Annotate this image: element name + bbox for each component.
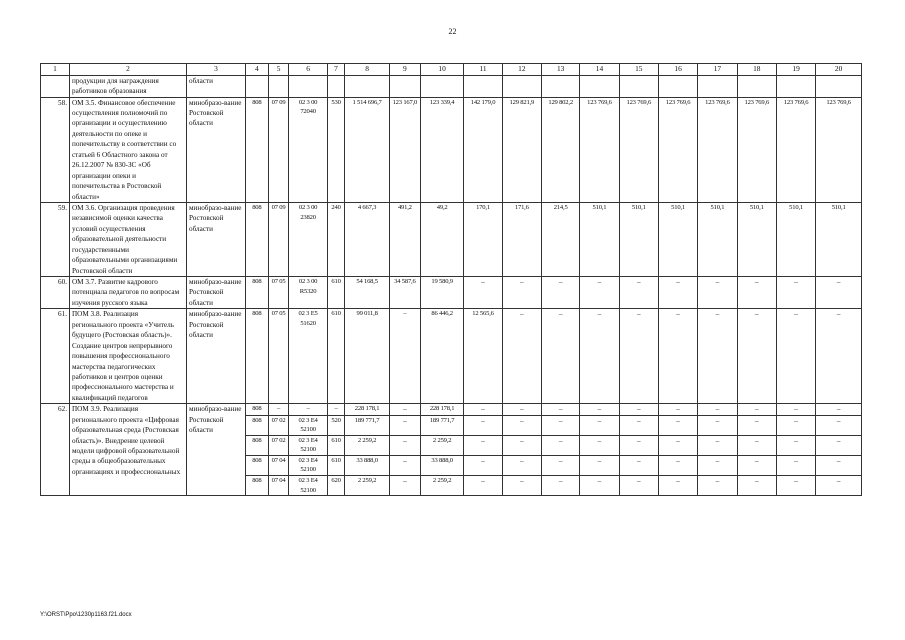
value-cell: –	[541, 277, 579, 309]
value-cell: –	[464, 404, 502, 415]
table-row	[41, 277, 862, 309]
document-path: Y:\ORST\Ppo\1230p1163.f21.docx	[40, 612, 132, 618]
value-cell: –	[389, 435, 420, 455]
value-cell: –	[698, 455, 737, 475]
executor-cell: минобразо-вание Ростовской области	[186, 97, 245, 202]
table-row	[41, 404, 862, 415]
executor-cell: области	[186, 75, 245, 97]
value-cell: 189 771,7	[420, 415, 463, 435]
column-header: 12	[502, 64, 541, 76]
value-cell: –	[816, 455, 862, 475]
value-cell: 510,1	[737, 202, 776, 276]
code-cell: 620	[327, 476, 345, 496]
code-cell: 02 3 E4 52100	[289, 455, 327, 475]
value-cell: –	[619, 277, 658, 309]
value-cell: –	[502, 277, 541, 309]
column-header: 8	[345, 64, 390, 76]
value-cell: –	[776, 435, 815, 455]
value-cell: 2 259,2	[420, 435, 463, 455]
value-cell: 49,2	[420, 202, 463, 276]
code-cell: 610	[327, 455, 345, 475]
value-cell: –	[619, 476, 658, 496]
value-cell: –	[502, 435, 541, 455]
value-cell: 510,1	[580, 202, 619, 276]
value-cell: –	[698, 309, 737, 404]
budget-table	[40, 63, 862, 496]
value-cell: 123 167,0	[389, 97, 420, 202]
code-cell: 610	[327, 435, 345, 455]
column-header: 17	[698, 64, 737, 76]
code-cell: 02 3 00 23820	[289, 202, 327, 276]
value-cell: –	[619, 415, 658, 435]
row-description: ОМ 3.6. Организация проведения независимой оценки качества условий осуществления образовательной деятельности государственными образовательными организациями Ростовской области	[69, 202, 186, 276]
code-cell: 808	[245, 476, 268, 496]
value-cell: –	[698, 415, 737, 435]
value-cell: 2 259,2	[420, 476, 463, 496]
row-description: ПОМ 3.9. Реализация регионального проекта «Цифровая образовательная среда (Ростовская область)». Внедрение целевой модели цифровой образовательной среды в общеобразовательных организациях и профессиональных	[69, 404, 186, 496]
value-cell: 123 769,6	[580, 97, 619, 202]
column-header: 3	[186, 64, 245, 76]
value-cell: –	[776, 309, 815, 404]
value-cell: 510,1	[816, 202, 862, 276]
column-number-row	[41, 64, 862, 76]
value-cell: –	[580, 435, 619, 455]
column-header: 7	[327, 64, 345, 76]
value-cell: –	[619, 435, 658, 455]
value-cell: –	[816, 415, 862, 435]
value-cell: –	[698, 404, 737, 415]
code-cell: 07 09	[268, 97, 289, 202]
value-cell: –	[776, 277, 815, 309]
table-row	[41, 75, 862, 97]
column-header: 13	[541, 64, 579, 76]
value-cell: –	[816, 309, 862, 404]
column-header: 11	[464, 64, 502, 76]
code-cell: 07 09	[268, 202, 289, 276]
page-number: 22	[448, 27, 457, 36]
value-cell: –	[541, 309, 579, 404]
value-cell: 129 802,2	[541, 97, 579, 202]
executor-cell: минобразо-вание Ростовской области	[186, 277, 245, 309]
value-cell: –	[737, 309, 776, 404]
value-cell: –	[389, 476, 420, 496]
table-row	[41, 309, 862, 404]
value-cell: 510,1	[619, 202, 658, 276]
row-number-cell: 58.	[41, 97, 70, 202]
code-cell: 808	[245, 404, 268, 415]
value-cell: –	[619, 455, 658, 475]
value-cell: 228 178,1	[345, 404, 390, 415]
code-cell: 07 04	[268, 455, 289, 475]
column-header: 10	[420, 64, 463, 76]
value-cell: –	[698, 435, 737, 455]
value-cell: 19 580,9	[420, 277, 463, 309]
value-cell: 123 769,6	[658, 97, 697, 202]
value-cell: –	[541, 404, 579, 415]
value-cell: –	[737, 415, 776, 435]
value-cell: 123 769,6	[776, 97, 815, 202]
code-cell: 02 3 E4 52100	[289, 415, 327, 435]
row-description: ОМ 3.5. Финансовое обеспечение осуществления полномочий по организации и осуществлению деятельности по опеке и попечительству в соответствии со статьей 6 Областного закона от 26.12.2007 № 830-ЗС «Об организации опеки и попечительства в Ростовской области»	[69, 97, 186, 202]
value-cell: 12 565,6	[464, 309, 502, 404]
value-cell: 54 168,5	[345, 277, 390, 309]
column-header: 5	[268, 64, 289, 76]
row-description: ПОМ 3.8. Реализация регионального проекта «Учитель будущего (Ростовская область)». Создание центров непрерывного повышения профессионального мастерства педагогических работников и центров оценки профессионального мастерства и квалификаций педагогов	[69, 309, 186, 404]
code-cell: 07 04	[268, 476, 289, 496]
value-cell: –	[502, 309, 541, 404]
value-cell: –	[502, 415, 541, 435]
column-header: 14	[580, 64, 619, 76]
value-cell: –	[580, 476, 619, 496]
value-cell: 510,1	[698, 202, 737, 276]
value-cell: –	[541, 476, 579, 496]
code-cell: 07 02	[268, 415, 289, 435]
column-header: 2	[69, 64, 186, 76]
code-cell: 02 3 E4 52100	[289, 435, 327, 455]
code-cell: 808	[245, 97, 268, 202]
code-cell: 07 02	[268, 435, 289, 455]
column-header: 18	[737, 64, 776, 76]
code-cell: 02 3 E5 51620	[289, 309, 327, 404]
value-cell: –	[389, 415, 420, 435]
value-cell: –	[580, 309, 619, 404]
code-cell: –	[268, 404, 289, 415]
value-cell: 510,1	[658, 202, 697, 276]
value-cell: 33 888,0	[420, 455, 463, 475]
value-cell: –	[580, 404, 619, 415]
code-cell: 808	[245, 455, 268, 475]
value-cell: 170,1	[464, 202, 502, 276]
value-cell: –	[619, 404, 658, 415]
code-cell: 07 05	[268, 309, 289, 404]
code-cell: 808	[245, 277, 268, 309]
value-cell: –	[816, 404, 862, 415]
value-cell: –	[776, 415, 815, 435]
value-cell: –	[776, 404, 815, 415]
column-header: 4	[245, 64, 268, 76]
value-cell: 4 667,3	[345, 202, 390, 276]
value-cell: 1 514 696,7	[345, 97, 390, 202]
value-cell: –	[464, 476, 502, 496]
value-cell: 123 769,6	[737, 97, 776, 202]
value-cell: –	[776, 476, 815, 496]
value-cell: –	[464, 455, 502, 475]
row-description: ОМ 3.7. Развитие кадрового потенциала педагогов по вопросам изучения русского языка	[69, 277, 186, 309]
value-cell: 86 446,2	[420, 309, 463, 404]
value-cell: 142 179,0	[464, 97, 502, 202]
column-header: 6	[289, 64, 327, 76]
value-cell: –	[658, 309, 697, 404]
code-cell: 07 05	[268, 277, 289, 309]
value-cell: –	[658, 415, 697, 435]
value-cell: –	[389, 404, 420, 415]
code-cell: 530	[327, 97, 345, 202]
value-cell: –	[737, 404, 776, 415]
code-cell: 808	[245, 309, 268, 404]
value-cell: –	[698, 277, 737, 309]
code-cell: 610	[327, 309, 345, 404]
code-cell: 808	[245, 202, 268, 276]
value-cell: –	[658, 435, 697, 455]
value-cell: 491,2	[389, 202, 420, 276]
value-cell: –	[737, 455, 776, 475]
value-cell: 123 769,6	[698, 97, 737, 202]
value-cell: –	[737, 435, 776, 455]
column-header: 20	[816, 64, 862, 76]
code-cell: 02 3 E4 52100	[289, 476, 327, 496]
code-cell: –	[289, 404, 327, 415]
value-cell: 2 259,2	[345, 435, 390, 455]
column-header: 9	[389, 64, 420, 76]
value-cell: 2 259,2	[345, 476, 390, 496]
value-cell: –	[737, 277, 776, 309]
value-cell: –	[658, 404, 697, 415]
table-row	[41, 202, 862, 276]
value-cell: –	[389, 309, 420, 404]
code-cell: 808	[245, 415, 268, 435]
value-cell: 123 339,4	[420, 97, 463, 202]
value-cell: 214,5	[541, 202, 579, 276]
value-cell: –	[619, 309, 658, 404]
row-number-cell: 59.	[41, 202, 70, 276]
value-cell: –	[580, 455, 619, 475]
row-number-cell: 62.	[41, 404, 70, 496]
value-cell: 228 178,1	[420, 404, 463, 415]
value-cell: 129 821,9	[502, 97, 541, 202]
value-cell: –	[502, 455, 541, 475]
value-cell: –	[580, 277, 619, 309]
column-header: 19	[776, 64, 815, 76]
code-cell: 240	[327, 202, 345, 276]
value-cell: 123 769,6	[619, 97, 658, 202]
value-cell: –	[464, 277, 502, 309]
code-cell: 02 3 00 R5320	[289, 277, 327, 309]
value-cell: 123 769,6	[816, 97, 862, 202]
row-description: продукции для награждения работников образования	[69, 75, 186, 97]
table-row	[41, 97, 862, 202]
code-cell: 520	[327, 415, 345, 435]
code-cell: 02 3 00 72040	[289, 97, 327, 202]
code-cell: –	[327, 404, 345, 415]
value-cell: –	[816, 435, 862, 455]
value-cell: 510,1	[776, 202, 815, 276]
value-cell: 99 011,8	[345, 309, 390, 404]
row-number-cell: 61.	[41, 309, 70, 404]
code-cell: 808	[245, 435, 268, 455]
value-cell: –	[776, 455, 815, 475]
executor-cell: минобразо-вание Ростовской области	[186, 202, 245, 276]
value-cell: 34 587,6	[389, 277, 420, 309]
code-cell: 610	[327, 277, 345, 309]
value-cell: –	[464, 415, 502, 435]
executor-cell: минобразо-вание Ростовской области	[186, 404, 245, 496]
value-cell: –	[658, 455, 697, 475]
value-cell: –	[541, 415, 579, 435]
value-cell: –	[502, 476, 541, 496]
executor-cell: минобразо-вание Ростовской области	[186, 309, 245, 404]
value-cell: –	[737, 476, 776, 496]
value-cell: 33 888,0	[345, 455, 390, 475]
value-cell: –	[658, 476, 697, 496]
value-cell: –	[541, 435, 579, 455]
value-cell: –	[698, 476, 737, 496]
value-cell: 171,6	[502, 202, 541, 276]
value-cell: –	[502, 404, 541, 415]
column-header: 16	[658, 64, 697, 76]
value-cell: –	[816, 277, 862, 309]
value-cell: –	[464, 435, 502, 455]
column-header: 15	[619, 64, 658, 76]
value-cell: –	[541, 455, 579, 475]
value-cell: –	[658, 277, 697, 309]
value-cell: 189 771,7	[345, 415, 390, 435]
value-cell: –	[580, 415, 619, 435]
value-cell: –	[389, 455, 420, 475]
row-number-cell: 60.	[41, 277, 70, 309]
value-cell: –	[816, 476, 862, 496]
column-header: 1	[41, 64, 70, 76]
row-number-cell	[41, 75, 70, 97]
